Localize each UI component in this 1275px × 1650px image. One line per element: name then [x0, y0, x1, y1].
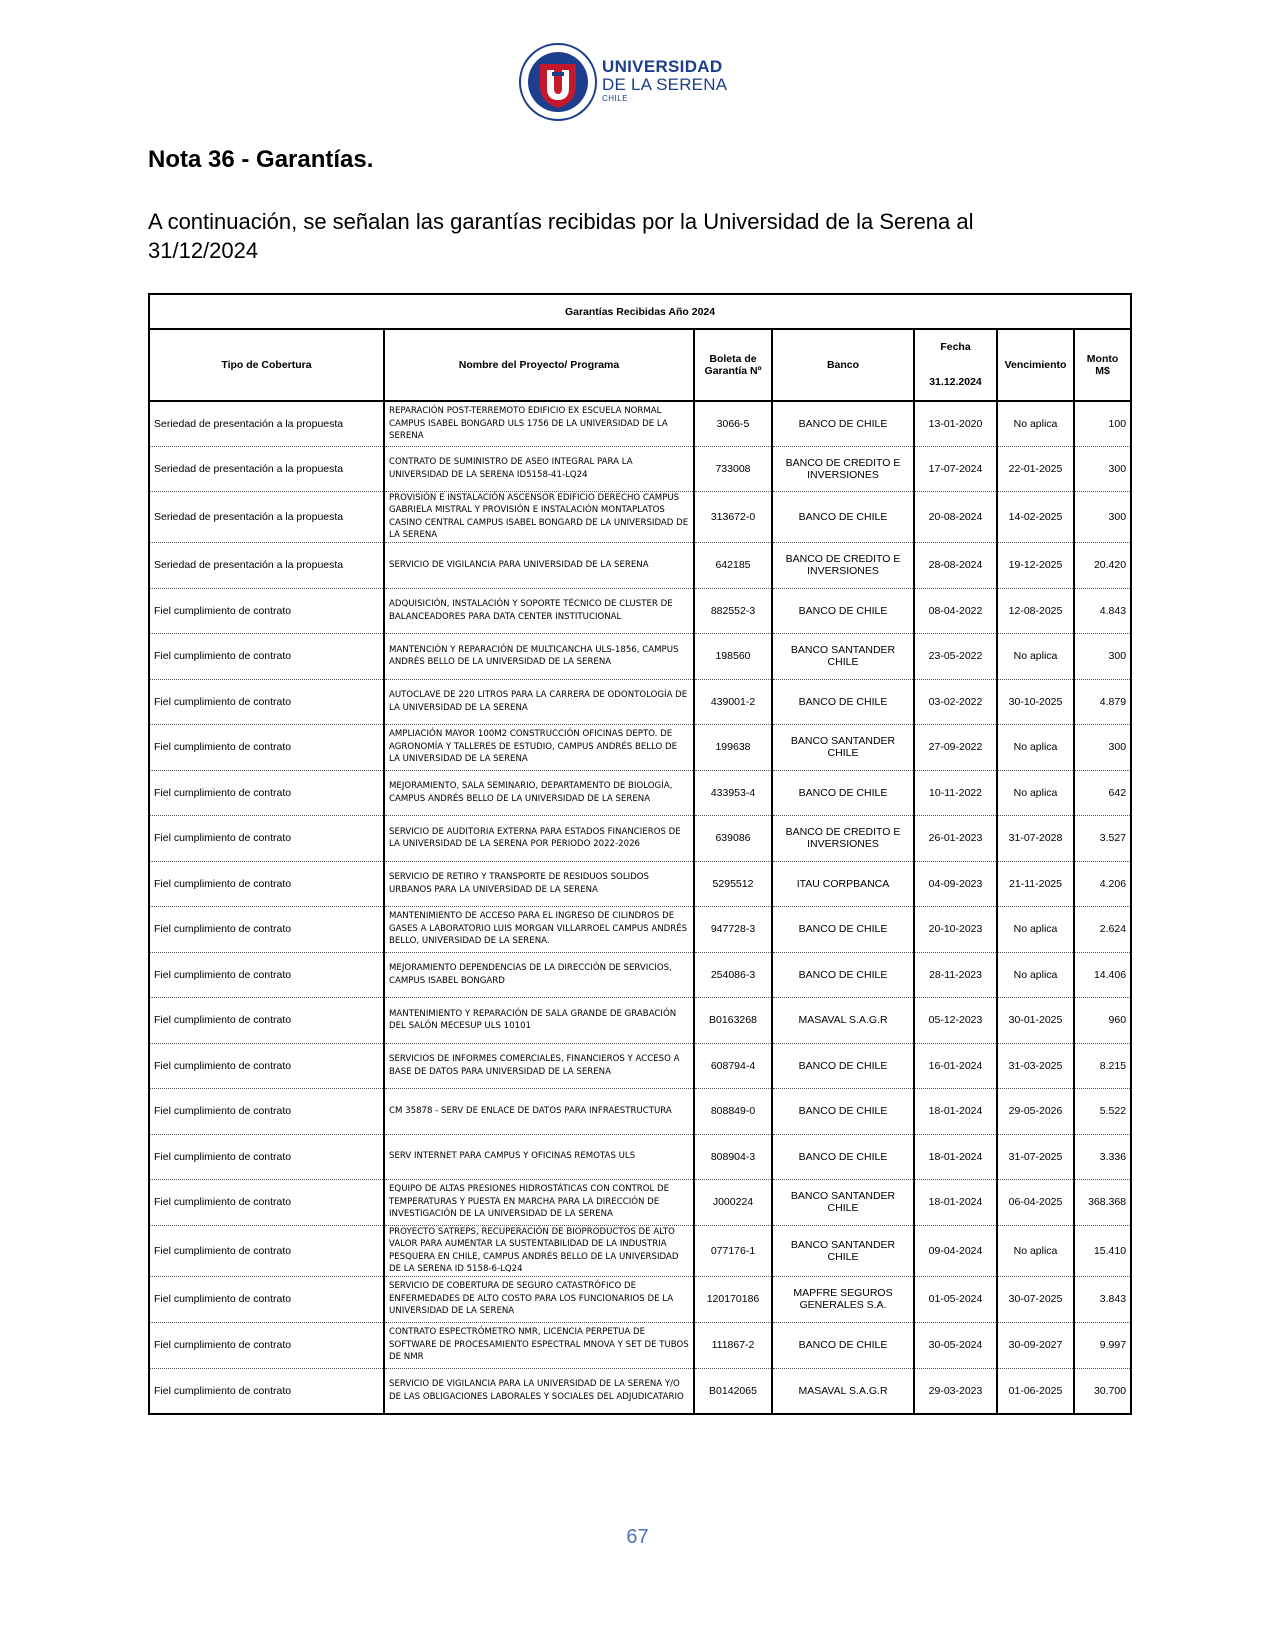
- cell-fecha: 18-01-2024: [914, 1088, 997, 1134]
- cell-proyecto: MEJORAMIENTO, SALA SEMINARIO, DEPARTAMENTO DE BIOLOGÍA, CAMPUS ANDRÉS BELLO DE LA UNIVERSIDAD DE LA SERENA: [384, 770, 694, 815]
- cell-banco: MASAVAL S.A.G.R: [772, 1368, 914, 1414]
- cell-monto: 960: [1074, 997, 1131, 1043]
- cell-boleta: 120170186: [694, 1276, 772, 1322]
- table-row: [149, 446, 1131, 491]
- cell-proyecto: SERV INTERNET PARA CAMPUS Y OFICINAS REMOTAS ULS: [384, 1134, 694, 1179]
- cell-boleta: 3066-5: [694, 401, 772, 446]
- cell-tipo: Fiel cumplimiento de contrato: [149, 997, 384, 1043]
- cell-fecha: 10-11-2022: [914, 770, 997, 815]
- cell-banco: BANCO DE CHILE: [772, 1043, 914, 1088]
- cell-boleta: 254086-3: [694, 952, 772, 997]
- cell-fecha: 28-11-2023: [914, 952, 997, 997]
- cell-tipo: Fiel cumplimiento de contrato: [149, 952, 384, 997]
- cell-monto: 3.843: [1074, 1276, 1131, 1322]
- cell-vencimiento: 30-07-2025: [997, 1276, 1074, 1322]
- logo-line-3: CHILE: [602, 94, 629, 103]
- cell-fecha: 18-01-2024: [914, 1134, 997, 1179]
- table-row: [149, 952, 1131, 997]
- cell-tipo: Seriedad de presentación a la propuesta: [149, 446, 384, 491]
- cell-monto: 300: [1074, 446, 1131, 491]
- cell-proyecto: SERVICIO DE AUDITORIA EXTERNA PARA ESTADOS FINANCIEROS DE LA UNIVERSIDAD DE LA SERENA POR PERIODO 2022-2026: [384, 815, 694, 861]
- header-monto: Monto M$: [1074, 329, 1131, 401]
- table-row: [149, 633, 1131, 679]
- cell-boleta: J000224: [694, 1179, 772, 1225]
- cell-banco: BANCO DE CHILE: [772, 1134, 914, 1179]
- cell-proyecto: SERVICIO DE RETIRO Y TRANSPORTE DE RESIDUOS SOLIDOS URBANOS PARA LA UNIVERSIDAD DE LA SERENA: [384, 861, 694, 906]
- cell-fecha: 28-08-2024: [914, 542, 997, 588]
- logo-line-1: UNIVERSIDAD: [602, 57, 723, 76]
- cell-tipo: Fiel cumplimiento de contrato: [149, 770, 384, 815]
- cell-tipo: Fiel cumplimiento de contrato: [149, 1322, 384, 1368]
- cell-banco: MAPFRE SEGUROS GENERALES S.A.: [772, 1276, 914, 1322]
- cell-proyecto: SERVICIO DE COBERTURA DE SEGURO CATASTRÓFICO DE ENFERMEDADES DE ALTO COSTO PARA LOS FUNCIONARIOS DE LA UNIVERSIDAD DE LA SERENA: [384, 1276, 694, 1322]
- note-title: Nota 36 - Garantías.: [148, 146, 374, 173]
- table-row: [149, 1043, 1131, 1088]
- table-row: [149, 906, 1131, 952]
- cell-proyecto: REPARACIÓN POST-TERREMOTO EDIFICIO EX ESCUELA NORMAL CAMPUS ISABEL BONGARD ULS 1756 DE LA UNIVERSIDAD DE LA SERENA: [384, 401, 694, 446]
- cell-fecha: 20-10-2023: [914, 906, 997, 952]
- cell-fecha: 01-05-2024: [914, 1276, 997, 1322]
- cell-boleta: 639086: [694, 815, 772, 861]
- cell-vencimiento: 19-12-2025: [997, 542, 1074, 588]
- cell-banco: BANCO DE CHILE: [772, 401, 914, 446]
- cell-fecha: 04-09-2023: [914, 861, 997, 906]
- cell-boleta: 882552-3: [694, 588, 772, 633]
- cell-monto: 14.406: [1074, 952, 1131, 997]
- table-row: [149, 1225, 1131, 1276]
- cell-boleta: 198560: [694, 633, 772, 679]
- cell-vencimiento: No aplica: [997, 633, 1074, 679]
- table-row: [149, 1088, 1131, 1134]
- cell-boleta: 5295512: [694, 861, 772, 906]
- cell-monto: 5.522: [1074, 1088, 1131, 1134]
- table-body: [149, 401, 1131, 1414]
- header-fecha-sub: 31.12.2024: [914, 363, 997, 401]
- cell-vencimiento: 01-06-2025: [997, 1368, 1074, 1414]
- cell-fecha: 17-07-2024: [914, 446, 997, 491]
- cell-banco: BANCO DE CREDITO E INVERSIONES: [772, 542, 914, 588]
- table-row: [149, 770, 1131, 815]
- cell-fecha: 05-12-2023: [914, 997, 997, 1043]
- page-number: 67: [626, 1526, 649, 1548]
- cell-tipo: Fiel cumplimiento de contrato: [149, 633, 384, 679]
- cell-monto: 2.624: [1074, 906, 1131, 952]
- cell-boleta: 313672-0: [694, 491, 772, 542]
- cell-fecha: 13-01-2020: [914, 401, 997, 446]
- cell-banco: BANCO DE CHILE: [772, 1322, 914, 1368]
- cell-vencimiento: No aplica: [997, 952, 1074, 997]
- cell-proyecto: CM 35878 - SERV DE ENLACE DE DATOS PARA INFRAESTRUCTURA: [384, 1088, 694, 1134]
- cell-proyecto: CONTRATO ESPECTRÓMETRO NMR, LICENCIA PERPETUA DE SOFTWARE DE PROCESAMIENTO ESPECTRAL MNOVA Y SET DE TUBOS DE NMR: [384, 1322, 694, 1368]
- cell-monto: 4.206: [1074, 861, 1131, 906]
- cell-banco: ITAU CORPBANCA: [772, 861, 914, 906]
- header-vencimiento: Vencimiento: [997, 329, 1074, 401]
- cell-boleta: 608794-4: [694, 1043, 772, 1088]
- cell-banco: BANCO DE CREDITO E INVERSIONES: [772, 446, 914, 491]
- cell-tipo: Fiel cumplimiento de contrato: [149, 1088, 384, 1134]
- cell-boleta: 947728-3: [694, 906, 772, 952]
- university-seal-icon: [518, 42, 598, 122]
- cell-banco: BANCO SANTANDER CHILE: [772, 724, 914, 770]
- table-row: [149, 491, 1131, 542]
- cell-tipo: Fiel cumplimiento de contrato: [149, 679, 384, 724]
- cell-proyecto: PROVISIÓN E INSTALACIÓN ASCENSOR EDIFICIO DERECHO CAMPUS GABRIELA MISTRAL Y PROVISIÓN E INSTALACIÓN MONTAPLATOS CASINO CENTRAL CAMPUS ISABEL BONGARD DE LA UNIVERSIDAD DE LA SERENA: [384, 491, 694, 542]
- cell-banco: BANCO DE CHILE: [772, 906, 914, 952]
- cell-banco: BANCO DE CHILE: [772, 491, 914, 542]
- cell-vencimiento: 14-02-2025: [997, 491, 1074, 542]
- cell-tipo: Seriedad de presentación a la propuesta: [149, 542, 384, 588]
- table-row: [149, 997, 1131, 1043]
- cell-vencimiento: 31-03-2025: [997, 1043, 1074, 1088]
- cell-proyecto: SERVICIO DE VIGILANCIA PARA UNIVERSIDAD DE LA SERENA: [384, 542, 694, 588]
- cell-tipo: Seriedad de presentación a la propuesta: [149, 401, 384, 446]
- cell-vencimiento: 31-07-2028: [997, 815, 1074, 861]
- cell-monto: 15.410: [1074, 1225, 1131, 1276]
- cell-fecha: 08-04-2022: [914, 588, 997, 633]
- table-row: [149, 1276, 1131, 1322]
- cell-banco: BANCO DE CHILE: [772, 1088, 914, 1134]
- table-row: [149, 1134, 1131, 1179]
- cell-banco: BANCO DE CHILE: [772, 952, 914, 997]
- cell-vencimiento: 30-10-2025: [997, 679, 1074, 724]
- university-logo: [518, 42, 728, 122]
- cell-vencimiento: 06-04-2025: [997, 1179, 1074, 1225]
- cell-tipo: Fiel cumplimiento de contrato: [149, 588, 384, 633]
- guarantees-table: [148, 293, 1132, 1415]
- cell-boleta: B0163268: [694, 997, 772, 1043]
- cell-boleta: B0142065: [694, 1368, 772, 1414]
- cell-vencimiento: 29-05-2026: [997, 1088, 1074, 1134]
- cell-monto: 300: [1074, 633, 1131, 679]
- table-row: [149, 724, 1131, 770]
- logo-line-2: DE LA SERENA: [602, 75, 728, 94]
- cell-vencimiento: No aplica: [997, 724, 1074, 770]
- cell-proyecto: SERVICIO DE VIGILANCIA PARA LA UNIVERSIDAD DE LA SERENA Y/O DE LAS OBLIGACIONES LABORALES Y SOCIALES DEL ADJUDICATARIO: [384, 1368, 694, 1414]
- cell-proyecto: MANTENIMIENTO Y REPARACIÓN DE SALA GRANDE DE GRABACIÓN DEL SALÓN MECESUP ULS 10101: [384, 997, 694, 1043]
- cell-vencimiento: 30-09-2027: [997, 1322, 1074, 1368]
- cell-vencimiento: 21-11-2025: [997, 861, 1074, 906]
- cell-monto: 8.215: [1074, 1043, 1131, 1088]
- cell-tipo: Fiel cumplimiento de contrato: [149, 1134, 384, 1179]
- cell-monto: 368.368: [1074, 1179, 1131, 1225]
- cell-fecha: 30-05-2024: [914, 1322, 997, 1368]
- cell-tipo: Seriedad de presentación a la propuesta: [149, 491, 384, 542]
- cell-monto: 642: [1074, 770, 1131, 815]
- header-banco: Banco: [772, 329, 914, 401]
- cell-boleta: 642185: [694, 542, 772, 588]
- cell-banco: BANCO SANTANDER CHILE: [772, 1225, 914, 1276]
- cell-monto: 4.879: [1074, 679, 1131, 724]
- cell-monto: 100: [1074, 401, 1131, 446]
- cell-tipo: Fiel cumplimiento de contrato: [149, 724, 384, 770]
- cell-monto: 30.700: [1074, 1368, 1131, 1414]
- cell-tipo: Fiel cumplimiento de contrato: [149, 815, 384, 861]
- table-caption: Garantías Recibidas Año 2024: [149, 294, 1131, 329]
- header-boleta: Boleta de Garantía Nº: [694, 329, 772, 401]
- cell-fecha: 16-01-2024: [914, 1043, 997, 1088]
- cell-monto: 3.336: [1074, 1134, 1131, 1179]
- cell-vencimiento: No aplica: [997, 1225, 1074, 1276]
- table-row: [149, 401, 1131, 446]
- cell-vencimiento: 31-07-2025: [997, 1134, 1074, 1179]
- cell-monto: 20.420: [1074, 542, 1131, 588]
- cell-proyecto: ADQUISICIÓN, INSTALACIÓN Y SOPORTE TÉCNICO DE CLUSTER DE BALANCEADORES PARA DATA CENTER INSTITUCIONAL: [384, 588, 694, 633]
- cell-monto: 9.997: [1074, 1322, 1131, 1368]
- cell-monto: 3.527: [1074, 815, 1131, 861]
- cell-fecha: 27-09-2022: [914, 724, 997, 770]
- cell-banco: BANCO SANTANDER CHILE: [772, 633, 914, 679]
- header-fecha: Fecha: [914, 329, 997, 363]
- cell-tipo: Fiel cumplimiento de contrato: [149, 906, 384, 952]
- cell-boleta: 808904-3: [694, 1134, 772, 1179]
- cell-tipo: Fiel cumplimiento de contrato: [149, 1043, 384, 1088]
- cell-tipo: Fiel cumplimiento de contrato: [149, 1225, 384, 1276]
- cell-boleta: 808849-0: [694, 1088, 772, 1134]
- cell-proyecto: PROYECTO SATREPS, RECUPERACIÓN DE BIOPRODUCTOS DE ALTO VALOR PARA AUMENTAR LA SUSTENTABILIDAD DE LA INDUSTRIA PESQUERA EN CHILE, CAMPUS ANDRÉS BELLO DE LA UNIVERSIDAD DE LA SERENA ID 5158-6-LQ24: [384, 1225, 694, 1276]
- table-row: [149, 588, 1131, 633]
- cell-banco: BANCO DE CHILE: [772, 770, 914, 815]
- cell-proyecto: AUTOCLAVE DE 220 LITROS PARA LA CARRERA DE ODONTOLOGÍA DE LA UNIVERSIDAD DE LA SERENA: [384, 679, 694, 724]
- cell-fecha: 18-01-2024: [914, 1179, 997, 1225]
- cell-vencimiento: No aplica: [997, 906, 1074, 952]
- cell-vencimiento: 22-01-2025: [997, 446, 1074, 491]
- table-row: [149, 815, 1131, 861]
- table-row: [149, 861, 1131, 906]
- header-tipo: Tipo de Cobertura: [149, 329, 384, 401]
- cell-tipo: Fiel cumplimiento de contrato: [149, 861, 384, 906]
- cell-tipo: Fiel cumplimiento de contrato: [149, 1368, 384, 1414]
- table-row: [149, 1322, 1131, 1368]
- cell-tipo: Fiel cumplimiento de contrato: [149, 1276, 384, 1322]
- table-row: [149, 679, 1131, 724]
- note-intro: A continuación, se señalan las garantías recibidas por la Universidad de la Serena al 31/12/2024: [148, 209, 974, 263]
- cell-banco: BANCO SANTANDER CHILE: [772, 1179, 914, 1225]
- cell-boleta: 199638: [694, 724, 772, 770]
- cell-boleta: 433953-4: [694, 770, 772, 815]
- cell-proyecto: EQUIPO DE ALTAS PRESIONES HIDROSTÁTICAS CON CONTROL DE TEMPERATURAS Y PUESTA EN MARCHA PARA LA DIRECCIÓN DE INVESTIGACIÓN DE LA UNIVERSIDAD DE LA SERENA: [384, 1179, 694, 1225]
- cell-boleta: 439001-2: [694, 679, 772, 724]
- header-nombre: Nombre del Proyecto/ Programa: [384, 329, 694, 401]
- cell-monto: 300: [1074, 724, 1131, 770]
- cell-fecha: 23-05-2022: [914, 633, 997, 679]
- cell-banco: MASAVAL S.A.G.R: [772, 997, 914, 1043]
- cell-boleta: 733008: [694, 446, 772, 491]
- cell-monto: 300: [1074, 491, 1131, 542]
- cell-tipo: Fiel cumplimiento de contrato: [149, 1179, 384, 1225]
- cell-proyecto: MANTENIMIENTO DE ACCESO PARA EL INGRESO DE CILINDROS DE GASES A LABORATORIO LUIS MORGAN VILLARROEL CAMPUS ANDRÉS BELLO, UNIVERSIDAD DE LA SERENA.: [384, 906, 694, 952]
- cell-proyecto: MANTENCIÓN Y REPARACIÓN DE MULTICANCHA ULS-1856, CAMPUS ANDRÉS BELLO DE LA UNIVERSIDAD DE LA SERENA: [384, 633, 694, 679]
- cell-boleta: 111867-2: [694, 1322, 772, 1368]
- cell-proyecto: AMPLIACIÓN MAYOR 100M2 CONSTRUCCIÓN OFICINAS DEPTO. DE AGRONOMÍA Y TALLERES DE ESTUDIO, CAMPUS ANDRÉS BELLO DE LA UNIVERSIDAD DE LA SERENA: [384, 724, 694, 770]
- table-row: [149, 542, 1131, 588]
- cell-fecha: 03-02-2022: [914, 679, 997, 724]
- cell-vencimiento: 30-01-2025: [997, 997, 1074, 1043]
- cell-fecha: 26-01-2023: [914, 815, 997, 861]
- cell-fecha: 09-04-2024: [914, 1225, 997, 1276]
- cell-proyecto: MEJORAMIENTO DEPENDENCIAS DE LA DIRECCIÓN DE SERVICIOS, CAMPUS ISABEL BONGARD: [384, 952, 694, 997]
- cell-banco: BANCO DE CHILE: [772, 588, 914, 633]
- cell-fecha: 29-03-2023: [914, 1368, 997, 1414]
- cell-proyecto: SERVICIOS DE INFORMES COMERCIALES, FINANCIEROS Y ACCESO A BASE DE DATOS PARA UNIVERSIDAD DE LA SERENA: [384, 1043, 694, 1088]
- cell-boleta: 077176-1: [694, 1225, 772, 1276]
- cell-monto: 4.843: [1074, 588, 1131, 633]
- cell-vencimiento: No aplica: [997, 770, 1074, 815]
- cell-vencimiento: No aplica: [997, 401, 1074, 446]
- cell-vencimiento: 12-08-2025: [997, 588, 1074, 633]
- cell-fecha: 20-08-2024: [914, 491, 997, 542]
- table-row: [149, 1368, 1131, 1414]
- cell-proyecto: CONTRATO DE SUMINISTRO DE ASEO INTEGRAL PARA LA UNIVERSIDAD DE LA SERENA ID5158-41-LQ24: [384, 446, 694, 491]
- table-row: [149, 1179, 1131, 1225]
- cell-banco: BANCO DE CHILE: [772, 679, 914, 724]
- cell-banco: BANCO DE CREDITO E INVERSIONES: [772, 815, 914, 861]
